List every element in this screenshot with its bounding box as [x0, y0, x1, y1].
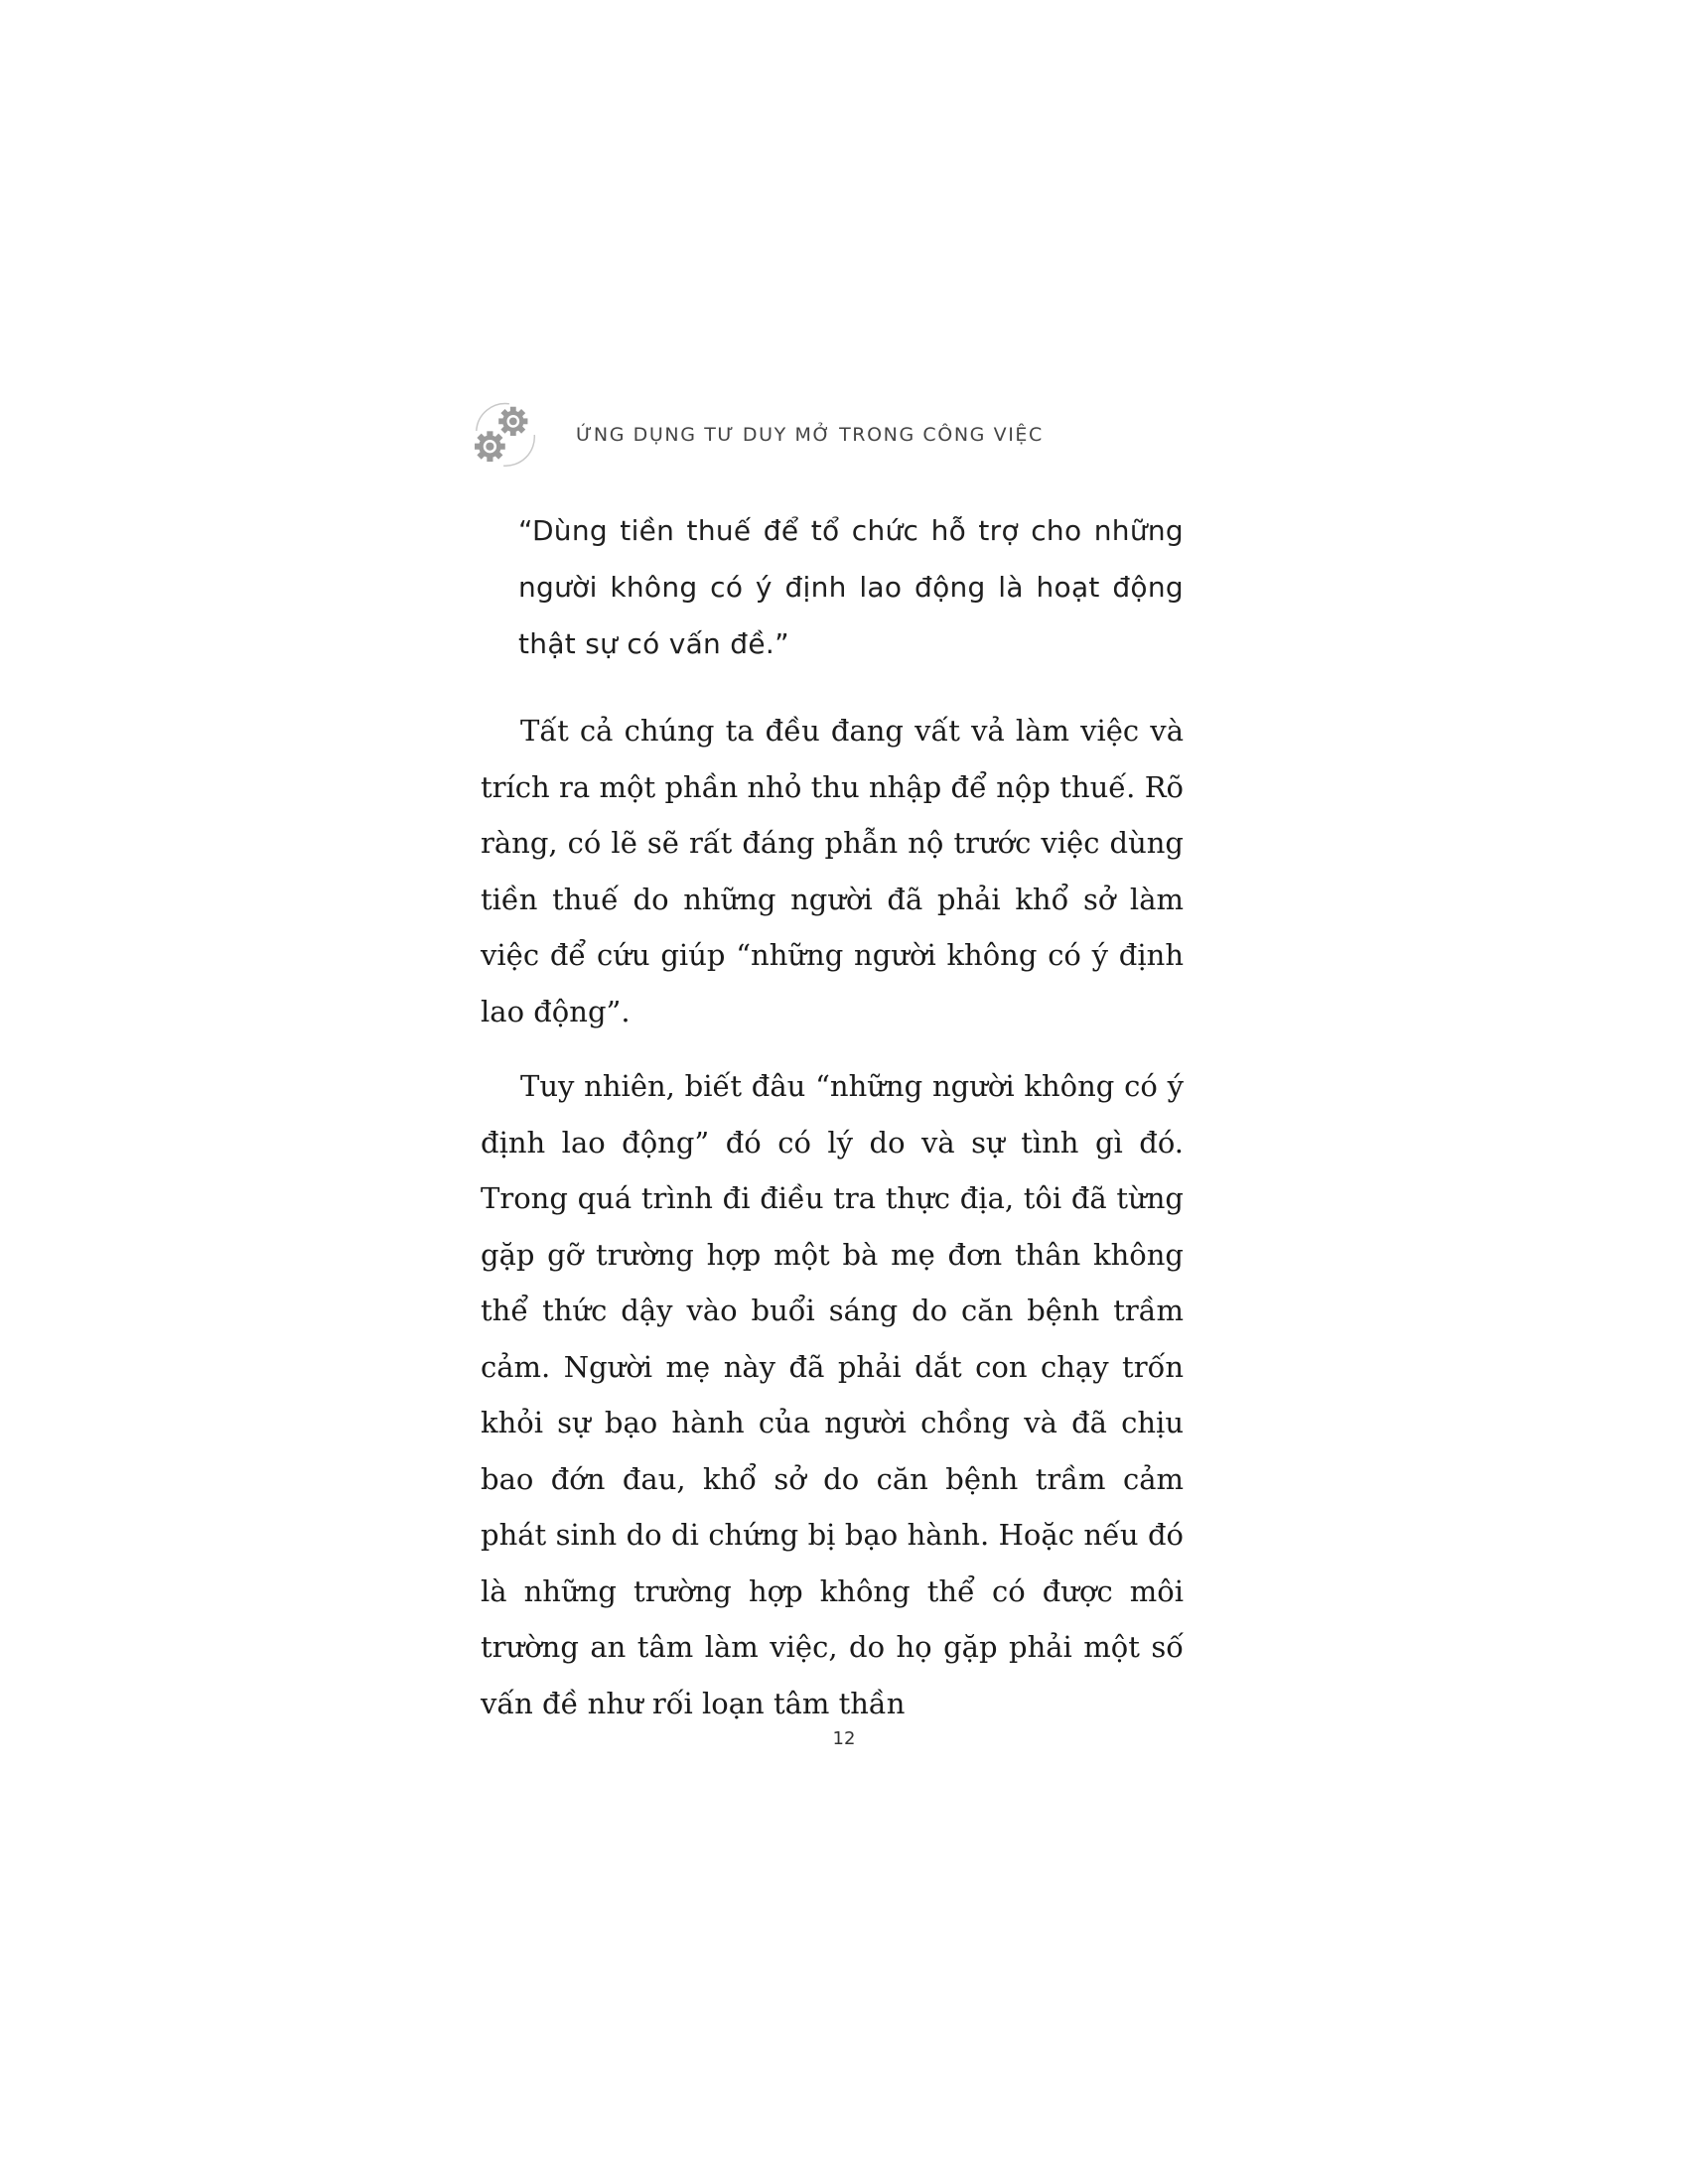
paragraph: Tuy nhiên, biết đâu “những người không có ý định lao động” đó có lý do và sự tình gì đó. Trong quá trình đi điều tra thực địa, tôi đã từng gặp gỡ trường hợp một bà mẹ đơn thân không thể thức dậy vào buổi sáng do căn bệnh trầm cảm. Người mẹ này đã phải dắt con chạy trốn khỏi sự bạo hành của người chồng và đã chịu bao đớn đau, khổ sở do căn bệnh trầm cảm phát sinh do di chứng bị bạo hành. Hoặc nếu đó là những trường hợp không thể có được môi trường an tâm làm việc, do họ gặp phải một số vấn đề như rối loạn tâm thần — [481, 1069, 1184, 1720]
page-number: 12 — [832, 1728, 856, 1749]
running-header-title: ỨNG DỤNG TƯ DUY MỞ TRONG CÔNG VIỆC — [576, 424, 1044, 446]
paragraph: Tất cả chúng ta đều đang vất vả làm việc và trích ra một phần nhỏ thu nhập để nộp thuế. Rõ ràng, có lẽ sẽ rất đáng phẫn nộ trước việc dùng tiền thuế do những người đã phải khổ sở làm việc để cứu giúp “những người không có ý định lao động”. — [481, 714, 1184, 1028]
pull-quote: “Dùng tiền thuế để tổ chức hỗ trợ cho những người không có ý định lao động là hoạt động thật sự có vấn đề.” — [518, 514, 1184, 660]
body-text — [481, 703, 1184, 1750]
gears-icon — [467, 396, 544, 474]
running-header — [467, 395, 1221, 475]
